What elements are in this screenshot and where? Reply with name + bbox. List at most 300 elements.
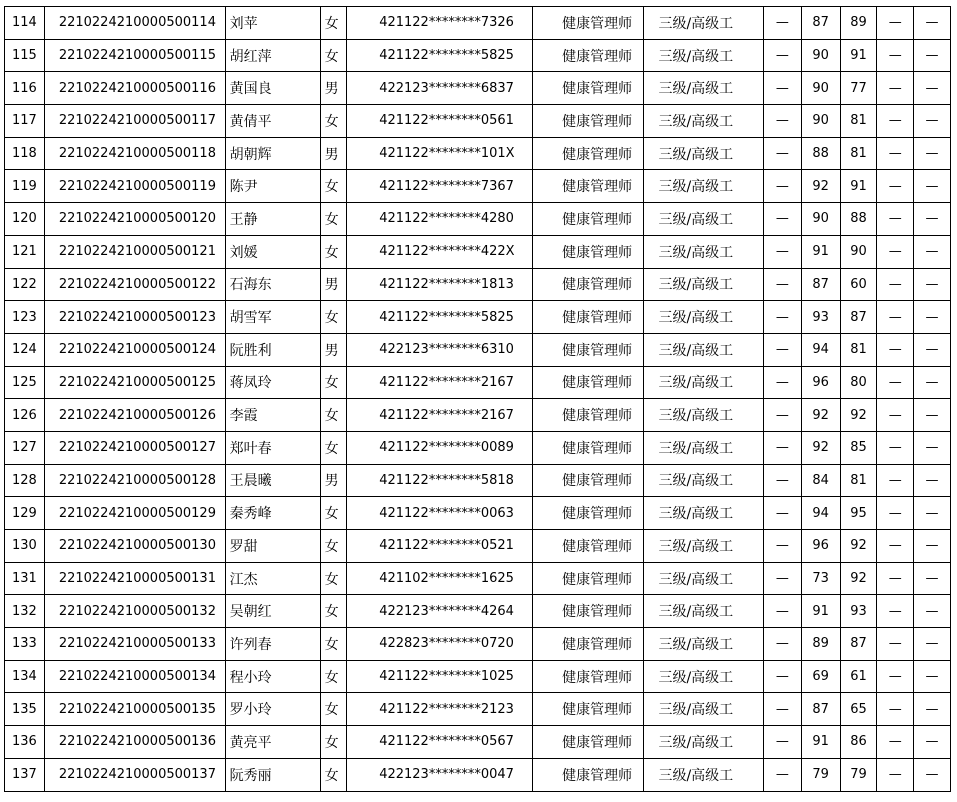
score-1-cell: 90 (801, 105, 840, 138)
empty-dash-cell: — (877, 72, 914, 105)
name-cell: 秦秀峰 (225, 497, 320, 530)
empty-dash-cell: — (914, 72, 951, 105)
score-2-cell: 89 (840, 7, 877, 40)
empty-dash-cell: — (763, 366, 801, 399)
empty-dash-cell: — (877, 399, 914, 432)
empty-dash-cell: — (763, 399, 801, 432)
certificate-number-cell: 2210224210000500118 (44, 137, 225, 170)
empty-dash-cell: — (914, 464, 951, 497)
empty-dash-cell: — (877, 170, 914, 203)
score-1-cell: 93 (801, 301, 840, 334)
level-cell: 三级/高级工 (644, 399, 764, 432)
row-number-cell: 120 (5, 203, 45, 236)
name-cell: 黄国良 (225, 72, 320, 105)
empty-dash-cell: — (914, 333, 951, 366)
score-2-cell: 85 (840, 431, 877, 464)
id-number-cell: 422123********6310 (347, 333, 533, 366)
empty-dash-cell: — (877, 203, 914, 236)
id-number-cell: 421122********2167 (347, 399, 533, 432)
empty-dash-cell: — (763, 333, 801, 366)
certificate-number-cell: 2210224210000500116 (44, 72, 225, 105)
table-row (5, 399, 951, 432)
occupation-cell: 健康管理师 (533, 7, 644, 40)
table-row (5, 693, 951, 726)
empty-dash-cell: — (877, 301, 914, 334)
score-1-cell: 90 (801, 39, 840, 72)
empty-dash-cell: — (763, 464, 801, 497)
row-number-cell: 133 (5, 628, 45, 661)
level-cell: 三级/高级工 (644, 137, 764, 170)
row-number-cell: 131 (5, 562, 45, 595)
empty-dash-cell: — (877, 758, 914, 791)
row-number-cell: 137 (5, 758, 45, 791)
empty-dash-cell: — (914, 7, 951, 40)
occupation-cell: 健康管理师 (533, 464, 644, 497)
occupation-cell: 健康管理师 (533, 693, 644, 726)
score-2-cell: 79 (840, 758, 877, 791)
level-cell: 三级/高级工 (644, 758, 764, 791)
score-2-cell: 87 (840, 628, 877, 661)
name-cell: 王静 (225, 203, 320, 236)
score-2-cell: 77 (840, 72, 877, 105)
name-cell: 吴朝红 (225, 595, 320, 628)
empty-dash-cell: — (914, 301, 951, 334)
id-number-cell: 421122********5825 (347, 39, 533, 72)
id-number-cell: 422123********6837 (347, 72, 533, 105)
empty-dash-cell: — (763, 7, 801, 40)
score-2-cell: 60 (840, 268, 877, 301)
empty-dash-cell: — (877, 530, 914, 563)
table-row (5, 758, 951, 791)
empty-dash-cell: — (763, 530, 801, 563)
score-2-cell: 88 (840, 203, 877, 236)
empty-dash-cell: — (914, 497, 951, 530)
gender-cell: 女 (320, 7, 347, 40)
name-cell: 蒋凤玲 (225, 366, 320, 399)
occupation-cell: 健康管理师 (533, 203, 644, 236)
certificate-number-cell: 2210224210000500117 (44, 105, 225, 138)
score-1-cell: 69 (801, 660, 840, 693)
occupation-cell: 健康管理师 (533, 497, 644, 530)
id-number-cell: 421122********422X (347, 235, 533, 268)
name-cell: 江杰 (225, 562, 320, 595)
level-cell: 三级/高级工 (644, 726, 764, 759)
score-1-cell: 87 (801, 268, 840, 301)
table-row (5, 431, 951, 464)
empty-dash-cell: — (914, 660, 951, 693)
empty-dash-cell: — (914, 726, 951, 759)
score-1-cell: 73 (801, 562, 840, 595)
name-cell: 胡朝辉 (225, 137, 320, 170)
empty-dash-cell: — (914, 137, 951, 170)
name-cell: 石海东 (225, 268, 320, 301)
empty-dash-cell: — (763, 137, 801, 170)
row-number-cell: 125 (5, 366, 45, 399)
empty-dash-cell: — (763, 628, 801, 661)
empty-dash-cell: — (763, 431, 801, 464)
name-cell: 刘苹 (225, 7, 320, 40)
table-row (5, 7, 951, 40)
gender-cell: 男 (320, 72, 347, 105)
name-cell: 王晨曦 (225, 464, 320, 497)
certificate-number-cell: 2210224210000500131 (44, 562, 225, 595)
level-cell: 三级/高级工 (644, 595, 764, 628)
empty-dash-cell: — (763, 203, 801, 236)
gender-cell: 女 (320, 530, 347, 563)
table-row (5, 203, 951, 236)
empty-dash-cell: — (877, 105, 914, 138)
occupation-cell: 健康管理师 (533, 758, 644, 791)
gender-cell: 女 (320, 758, 347, 791)
table-row (5, 660, 951, 693)
occupation-cell: 健康管理师 (533, 366, 644, 399)
table-row (5, 628, 951, 661)
level-cell: 三级/高级工 (644, 203, 764, 236)
gender-cell: 女 (320, 562, 347, 595)
id-number-cell: 421122********0561 (347, 105, 533, 138)
occupation-cell: 健康管理师 (533, 301, 644, 334)
empty-dash-cell: — (763, 39, 801, 72)
id-number-cell: 421122********101X (347, 137, 533, 170)
certificate-number-cell: 2210224210000500126 (44, 399, 225, 432)
score-1-cell: 94 (801, 497, 840, 530)
score-2-cell: 91 (840, 39, 877, 72)
certificate-number-cell: 2210224210000500136 (44, 726, 225, 759)
occupation-cell: 健康管理师 (533, 268, 644, 301)
name-cell: 胡红萍 (225, 39, 320, 72)
name-cell: 黄亮平 (225, 726, 320, 759)
score-1-cell: 90 (801, 72, 840, 105)
table-row (5, 726, 951, 759)
empty-dash-cell: — (877, 39, 914, 72)
gender-cell: 女 (320, 235, 347, 268)
empty-dash-cell: — (914, 431, 951, 464)
id-number-cell: 421122********7367 (347, 170, 533, 203)
score-2-cell: 92 (840, 399, 877, 432)
empty-dash-cell: — (914, 235, 951, 268)
occupation-cell: 健康管理师 (533, 562, 644, 595)
level-cell: 三级/高级工 (644, 333, 764, 366)
empty-dash-cell: — (763, 693, 801, 726)
occupation-cell: 健康管理师 (533, 137, 644, 170)
table-row (5, 105, 951, 138)
empty-dash-cell: — (877, 235, 914, 268)
gender-cell: 女 (320, 693, 347, 726)
certificate-number-cell: 2210224210000500123 (44, 301, 225, 334)
gender-cell: 女 (320, 660, 347, 693)
level-cell: 三级/高级工 (644, 7, 764, 40)
empty-dash-cell: — (877, 268, 914, 301)
empty-dash-cell: — (877, 366, 914, 399)
occupation-cell: 健康管理师 (533, 399, 644, 432)
results-table (4, 6, 951, 792)
certificate-number-cell: 2210224210000500120 (44, 203, 225, 236)
score-1-cell: 96 (801, 530, 840, 563)
empty-dash-cell: — (914, 399, 951, 432)
empty-dash-cell: — (763, 660, 801, 693)
level-cell: 三级/高级工 (644, 497, 764, 530)
id-number-cell: 421122********1813 (347, 268, 533, 301)
empty-dash-cell: — (877, 693, 914, 726)
score-1-cell: 91 (801, 726, 840, 759)
certificate-number-cell: 2210224210000500119 (44, 170, 225, 203)
score-2-cell: 95 (840, 497, 877, 530)
level-cell: 三级/高级工 (644, 268, 764, 301)
level-cell: 三级/高级工 (644, 693, 764, 726)
certificate-number-cell: 2210224210000500122 (44, 268, 225, 301)
score-1-cell: 96 (801, 366, 840, 399)
empty-dash-cell: — (763, 235, 801, 268)
gender-cell: 女 (320, 39, 347, 72)
table-row (5, 170, 951, 203)
score-1-cell: 88 (801, 137, 840, 170)
score-2-cell: 86 (840, 726, 877, 759)
empty-dash-cell: — (914, 595, 951, 628)
gender-cell: 女 (320, 366, 347, 399)
score-2-cell: 81 (840, 137, 877, 170)
empty-dash-cell: — (914, 628, 951, 661)
certificate-number-cell: 2210224210000500135 (44, 693, 225, 726)
empty-dash-cell: — (877, 562, 914, 595)
empty-dash-cell: — (877, 628, 914, 661)
name-cell: 阮胜利 (225, 333, 320, 366)
occupation-cell: 健康管理师 (533, 105, 644, 138)
score-2-cell: 81 (840, 105, 877, 138)
gender-cell: 女 (320, 301, 347, 334)
empty-dash-cell: — (877, 595, 914, 628)
id-number-cell: 421122********0063 (347, 497, 533, 530)
row-number-cell: 136 (5, 726, 45, 759)
certificate-number-cell: 2210224210000500121 (44, 235, 225, 268)
gender-cell: 女 (320, 595, 347, 628)
empty-dash-cell: — (914, 562, 951, 595)
certificate-number-cell: 2210224210000500128 (44, 464, 225, 497)
empty-dash-cell: — (877, 660, 914, 693)
id-number-cell: 421122********2123 (347, 693, 533, 726)
score-2-cell: 65 (840, 693, 877, 726)
occupation-cell: 健康管理师 (533, 170, 644, 203)
table-row (5, 464, 951, 497)
row-number-cell: 116 (5, 72, 45, 105)
gender-cell: 女 (320, 726, 347, 759)
occupation-cell: 健康管理师 (533, 39, 644, 72)
empty-dash-cell: — (763, 595, 801, 628)
empty-dash-cell: — (877, 464, 914, 497)
gender-cell: 女 (320, 497, 347, 530)
id-number-cell: 421122********5818 (347, 464, 533, 497)
id-number-cell: 421122********7326 (347, 7, 533, 40)
level-cell: 三级/高级工 (644, 72, 764, 105)
score-2-cell: 90 (840, 235, 877, 268)
level-cell: 三级/高级工 (644, 170, 764, 203)
score-1-cell: 84 (801, 464, 840, 497)
id-number-cell: 421122********2167 (347, 366, 533, 399)
empty-dash-cell: — (763, 301, 801, 334)
row-number-cell: 129 (5, 497, 45, 530)
name-cell: 黄倩平 (225, 105, 320, 138)
score-1-cell: 91 (801, 235, 840, 268)
table-row (5, 366, 951, 399)
id-number-cell: 421122********0567 (347, 726, 533, 759)
table-row (5, 562, 951, 595)
name-cell: 刘媛 (225, 235, 320, 268)
table-row (5, 39, 951, 72)
score-2-cell: 61 (840, 660, 877, 693)
empty-dash-cell: — (763, 268, 801, 301)
gender-cell: 女 (320, 203, 347, 236)
empty-dash-cell: — (763, 758, 801, 791)
row-number-cell: 115 (5, 39, 45, 72)
score-2-cell: 92 (840, 562, 877, 595)
empty-dash-cell: — (914, 693, 951, 726)
name-cell: 阮秀丽 (225, 758, 320, 791)
empty-dash-cell: — (763, 726, 801, 759)
score-2-cell: 81 (840, 464, 877, 497)
gender-cell: 女 (320, 628, 347, 661)
score-1-cell: 79 (801, 758, 840, 791)
row-number-cell: 132 (5, 595, 45, 628)
occupation-cell: 健康管理师 (533, 530, 644, 563)
table-row (5, 235, 951, 268)
level-cell: 三级/高级工 (644, 366, 764, 399)
name-cell: 许列春 (225, 628, 320, 661)
occupation-cell: 健康管理师 (533, 660, 644, 693)
row-number-cell: 127 (5, 431, 45, 464)
score-1-cell: 92 (801, 170, 840, 203)
empty-dash-cell: — (877, 497, 914, 530)
score-2-cell: 81 (840, 333, 877, 366)
id-number-cell: 421122********1025 (347, 660, 533, 693)
certificate-number-cell: 2210224210000500124 (44, 333, 225, 366)
certificate-number-cell: 2210224210000500134 (44, 660, 225, 693)
certificate-number-cell: 2210224210000500132 (44, 595, 225, 628)
empty-dash-cell: — (763, 170, 801, 203)
id-number-cell: 421102********1625 (347, 562, 533, 595)
name-cell: 程小玲 (225, 660, 320, 693)
row-number-cell: 117 (5, 105, 45, 138)
gender-cell: 女 (320, 431, 347, 464)
row-number-cell: 134 (5, 660, 45, 693)
empty-dash-cell: — (763, 72, 801, 105)
row-number-cell: 135 (5, 693, 45, 726)
gender-cell: 女 (320, 105, 347, 138)
level-cell: 三级/高级工 (644, 660, 764, 693)
empty-dash-cell: — (763, 497, 801, 530)
level-cell: 三级/高级工 (644, 301, 764, 334)
table-row (5, 333, 951, 366)
gender-cell: 男 (320, 464, 347, 497)
empty-dash-cell: — (877, 7, 914, 40)
gender-cell: 男 (320, 137, 347, 170)
gender-cell: 男 (320, 268, 347, 301)
occupation-cell: 健康管理师 (533, 72, 644, 105)
empty-dash-cell: — (763, 105, 801, 138)
table-body (5, 7, 951, 792)
name-cell: 李霞 (225, 399, 320, 432)
table-row (5, 268, 951, 301)
certificate-number-cell: 2210224210000500130 (44, 530, 225, 563)
score-1-cell: 92 (801, 399, 840, 432)
occupation-cell: 健康管理师 (533, 595, 644, 628)
name-cell: 郑叶春 (225, 431, 320, 464)
table-row (5, 301, 951, 334)
id-number-cell: 422123********0047 (347, 758, 533, 791)
id-number-cell: 421122********5825 (347, 301, 533, 334)
level-cell: 三级/高级工 (644, 464, 764, 497)
level-cell: 三级/高级工 (644, 105, 764, 138)
level-cell: 三级/高级工 (644, 530, 764, 563)
empty-dash-cell: — (877, 431, 914, 464)
level-cell: 三级/高级工 (644, 235, 764, 268)
certificate-number-cell: 2210224210000500125 (44, 366, 225, 399)
score-2-cell: 80 (840, 366, 877, 399)
empty-dash-cell: — (914, 366, 951, 399)
row-number-cell: 122 (5, 268, 45, 301)
table-row (5, 137, 951, 170)
id-number-cell: 422123********4264 (347, 595, 533, 628)
empty-dash-cell: — (914, 530, 951, 563)
occupation-cell: 健康管理师 (533, 628, 644, 661)
score-1-cell: 91 (801, 595, 840, 628)
occupation-cell: 健康管理师 (533, 431, 644, 464)
empty-dash-cell: — (914, 268, 951, 301)
row-number-cell: 130 (5, 530, 45, 563)
gender-cell: 女 (320, 170, 347, 203)
level-cell: 三级/高级工 (644, 562, 764, 595)
score-1-cell: 90 (801, 203, 840, 236)
table-row (5, 72, 951, 105)
certificate-number-cell: 2210224210000500115 (44, 39, 225, 72)
score-1-cell: 92 (801, 431, 840, 464)
level-cell: 三级/高级工 (644, 431, 764, 464)
table-row (5, 595, 951, 628)
empty-dash-cell: — (914, 170, 951, 203)
name-cell: 罗小玲 (225, 693, 320, 726)
id-number-cell: 421122********4280 (347, 203, 533, 236)
empty-dash-cell: — (914, 203, 951, 236)
occupation-cell: 健康管理师 (533, 235, 644, 268)
row-number-cell: 128 (5, 464, 45, 497)
id-number-cell: 421122********0521 (347, 530, 533, 563)
empty-dash-cell: — (914, 758, 951, 791)
row-number-cell: 121 (5, 235, 45, 268)
score-1-cell: 89 (801, 628, 840, 661)
row-number-cell: 123 (5, 301, 45, 334)
id-number-cell: 421122********0089 (347, 431, 533, 464)
occupation-cell: 健康管理师 (533, 333, 644, 366)
empty-dash-cell: — (877, 333, 914, 366)
empty-dash-cell: — (877, 726, 914, 759)
certificate-number-cell: 2210224210000500114 (44, 7, 225, 40)
row-number-cell: 119 (5, 170, 45, 203)
gender-cell: 男 (320, 333, 347, 366)
table-row (5, 497, 951, 530)
level-cell: 三级/高级工 (644, 628, 764, 661)
row-number-cell: 118 (5, 137, 45, 170)
score-1-cell: 94 (801, 333, 840, 366)
name-cell: 陈尹 (225, 170, 320, 203)
empty-dash-cell: — (914, 39, 951, 72)
certificate-number-cell: 2210224210000500137 (44, 758, 225, 791)
certificate-number-cell: 2210224210000500129 (44, 497, 225, 530)
certificate-number-cell: 2210224210000500127 (44, 431, 225, 464)
id-number-cell: 422823********0720 (347, 628, 533, 661)
level-cell: 三级/高级工 (644, 39, 764, 72)
empty-dash-cell: — (877, 137, 914, 170)
gender-cell: 女 (320, 399, 347, 432)
row-number-cell: 124 (5, 333, 45, 366)
score-1-cell: 87 (801, 693, 840, 726)
